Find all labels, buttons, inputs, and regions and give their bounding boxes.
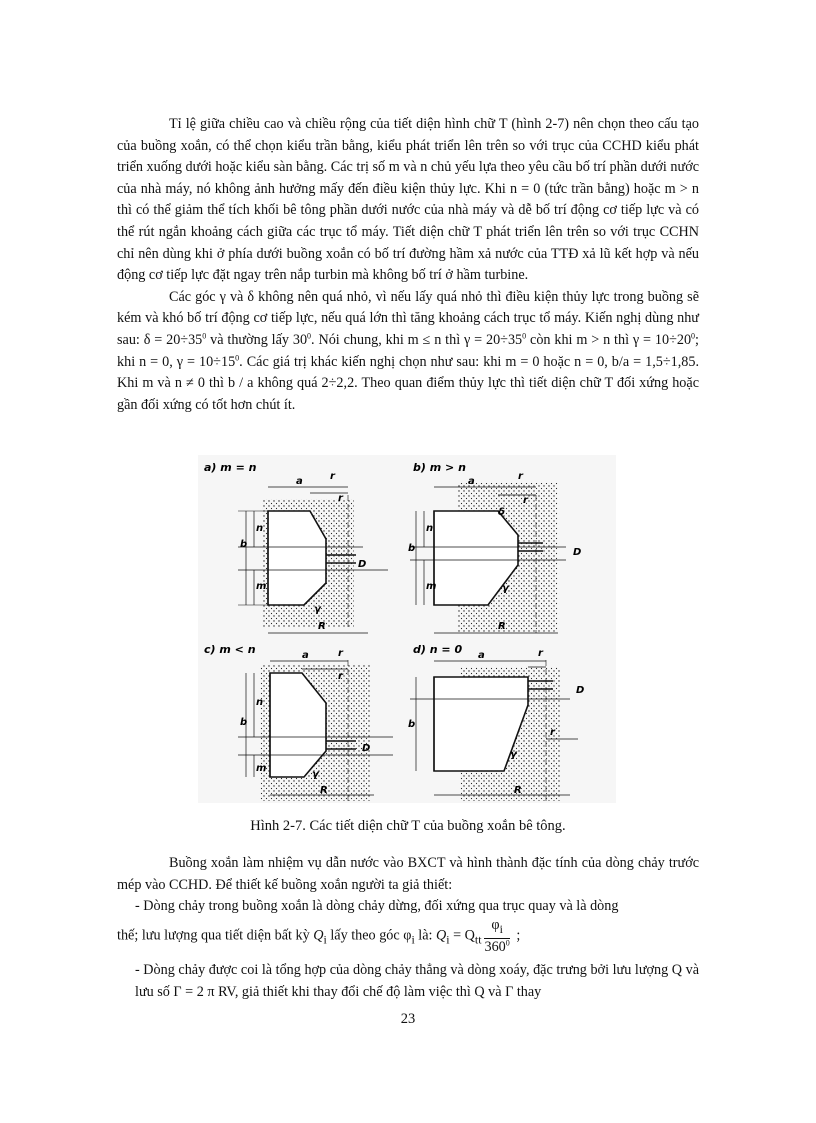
svg-text:m: m bbox=[256, 763, 267, 774]
svg-text:r: r bbox=[550, 727, 555, 738]
svg-text:R: R bbox=[514, 785, 522, 796]
svg-text:R: R bbox=[318, 621, 326, 632]
page-number: 23 bbox=[400, 1011, 416, 1027]
paragraph-1: Tỉ lệ giữa chiều cao và chiều rộng của tiết diện hình chữ T (hình 2-7) nên chọn theo cấu tạo của buồng xoắn, có thể chọn kiểu trần bằng, kiểu phát triển lên trên so với trục của CCHD kiểu phát triển xuống dưới hoặc kiểu sàn bằng. Các trị số m và n chủ yếu lựa theo yêu cầu bố trí phần dưới nước của nhà máy, nó không ảnh hưởng mấy đến điều kiện thủy lực. Khi n = 0 (tức trần bằng) hoặc m > n thì có thể giảm thể tích khối bê tông phần dưới nước của nhà máy và dễ bố trí động cơ tiếp lực và có thể rút ngắn khoảng cách giữa các trục tổ máy. Tiết diện chữ T phát triển lên trên so với trục CCHN chỉ nên dùng khi ở phía dưới buồng xoắn có bố trí đường hầm xả nước của TTĐ xả lũ kết hợp và nếu động cơ tiếp lực đặt ngay trên nắp turbin mà không bố trí ở hầm turbine. bbox=[117, 116, 699, 284]
svg-text:γ: γ bbox=[510, 749, 517, 760]
panel-c-label: c) m < n bbox=[204, 643, 256, 656]
svg-text:m: m bbox=[256, 581, 267, 592]
svg-text:a: a bbox=[468, 476, 475, 487]
svg-text:R: R bbox=[498, 621, 506, 632]
paragraph-4: - Dòng chảy trong buồng xoắn là dòng chảy dừng, đối xứng qua trục quay và là dòng bbox=[135, 898, 619, 915]
svg-text:b: b bbox=[240, 539, 248, 550]
body-text-bottom bbox=[117, 853, 699, 918]
panel-b-label: b) m > n bbox=[413, 461, 466, 474]
svg-text:b: b bbox=[408, 543, 416, 554]
svg-text:n: n bbox=[256, 523, 264, 534]
panel-d-label: d) n = 0 bbox=[413, 643, 463, 656]
figure-caption: Hình 2-7. Các tiết diện chữ T của buồng xoắn bê tông. bbox=[250, 818, 566, 834]
svg-text:a: a bbox=[302, 650, 309, 661]
svg-text:D: D bbox=[573, 547, 582, 558]
body-text-last bbox=[117, 960, 699, 1003]
body-text-top bbox=[117, 114, 699, 416]
svg-text:r: r bbox=[523, 495, 528, 506]
svg-text:n: n bbox=[426, 523, 434, 534]
svg-text:δ: δ bbox=[498, 507, 505, 518]
svg-text:r: r bbox=[518, 471, 523, 482]
svg-text:r: r bbox=[338, 493, 343, 504]
paragraph-5: - Dòng chảy được coi là tổng hợp của dòng chảy thẳng và dòng xoáy, đặc trưng bởi lưu lượng Q và lưu số Γ = 2 π RV, giả thiết khi thay đổi chế độ làm việc thì Q và Γ thay bbox=[135, 962, 699, 1000]
formula-fraction: $\frac{\varphi_i}{360^0}$ bbox=[484, 917, 510, 955]
svg-text:r: r bbox=[338, 648, 343, 659]
svg-text:r: r bbox=[338, 671, 343, 682]
paragraph-2: Các góc γ và δ không nên quá nhỏ, vì nếu lấy quá nhỏ thì điều kiện thủy lực trong buồng sẽ kém và khó bố trí động cơ tiếp lực, nếu quá lớn thì tăng khoảng cách trục tổ máy. Kiến nghị dùng như sau: $\delta = 20\div 35^0$ và thường lấy $30^0$. Nói chung, khi m ≤ n thì $\gamma = 20\div 35^0$ còn khi m > n thì $\gamma = 10\div 20^0$; khi n = 0, $\gamma = 10\div 15^0$. Các giá trị khác kiến nghị chọn như sau: khi m = 0 hoặc n = 0, b/a = 1,5÷1,85. Khi m và n ≠ 0 thì b / a không quá 2÷2,2. Theo quan điểm thủy lực thì tiết diện chữ T đối xứng hoặc gần đối xứng có tốt hơn chút ít. bbox=[117, 288, 699, 413]
svg-text:R: R bbox=[320, 785, 328, 796]
panel-a-label: a) m = n bbox=[204, 461, 257, 474]
svg-text:m: m bbox=[426, 581, 437, 592]
formula-line: thế; lưu lượng qua tiết diện bất kỳ $Q_i$ lấy theo góc $\varphi_i$ là: $Q_i = Q_{tt}$ $\frac{\varphi_i}{360^0}$ ; bbox=[117, 917, 521, 955]
svg-text:a: a bbox=[296, 476, 303, 487]
svg-text:a: a bbox=[478, 650, 485, 661]
svg-text:D: D bbox=[358, 559, 367, 570]
svg-text:r: r bbox=[330, 471, 335, 482]
svg-text:n: n bbox=[256, 697, 264, 708]
svg-text:b: b bbox=[408, 719, 416, 730]
svg-text:b: b bbox=[240, 717, 248, 728]
svg-text:D: D bbox=[362, 743, 371, 754]
paragraph-3: Buồng xoắn làm nhiệm vụ dẫn nước vào BXCT và hình thành đặc tính của dòng chảy trước mép vào CCHD. Để thiết kế buồng xoắn người ta giả thiết: bbox=[117, 855, 699, 893]
svg-text:γ: γ bbox=[312, 769, 319, 780]
svg-text:D: D bbox=[576, 685, 585, 696]
svg-text:γ: γ bbox=[502, 583, 509, 594]
svg-text:r: r bbox=[538, 648, 543, 659]
figure-2-7 bbox=[198, 455, 616, 803]
svg-text:γ: γ bbox=[314, 604, 321, 615]
